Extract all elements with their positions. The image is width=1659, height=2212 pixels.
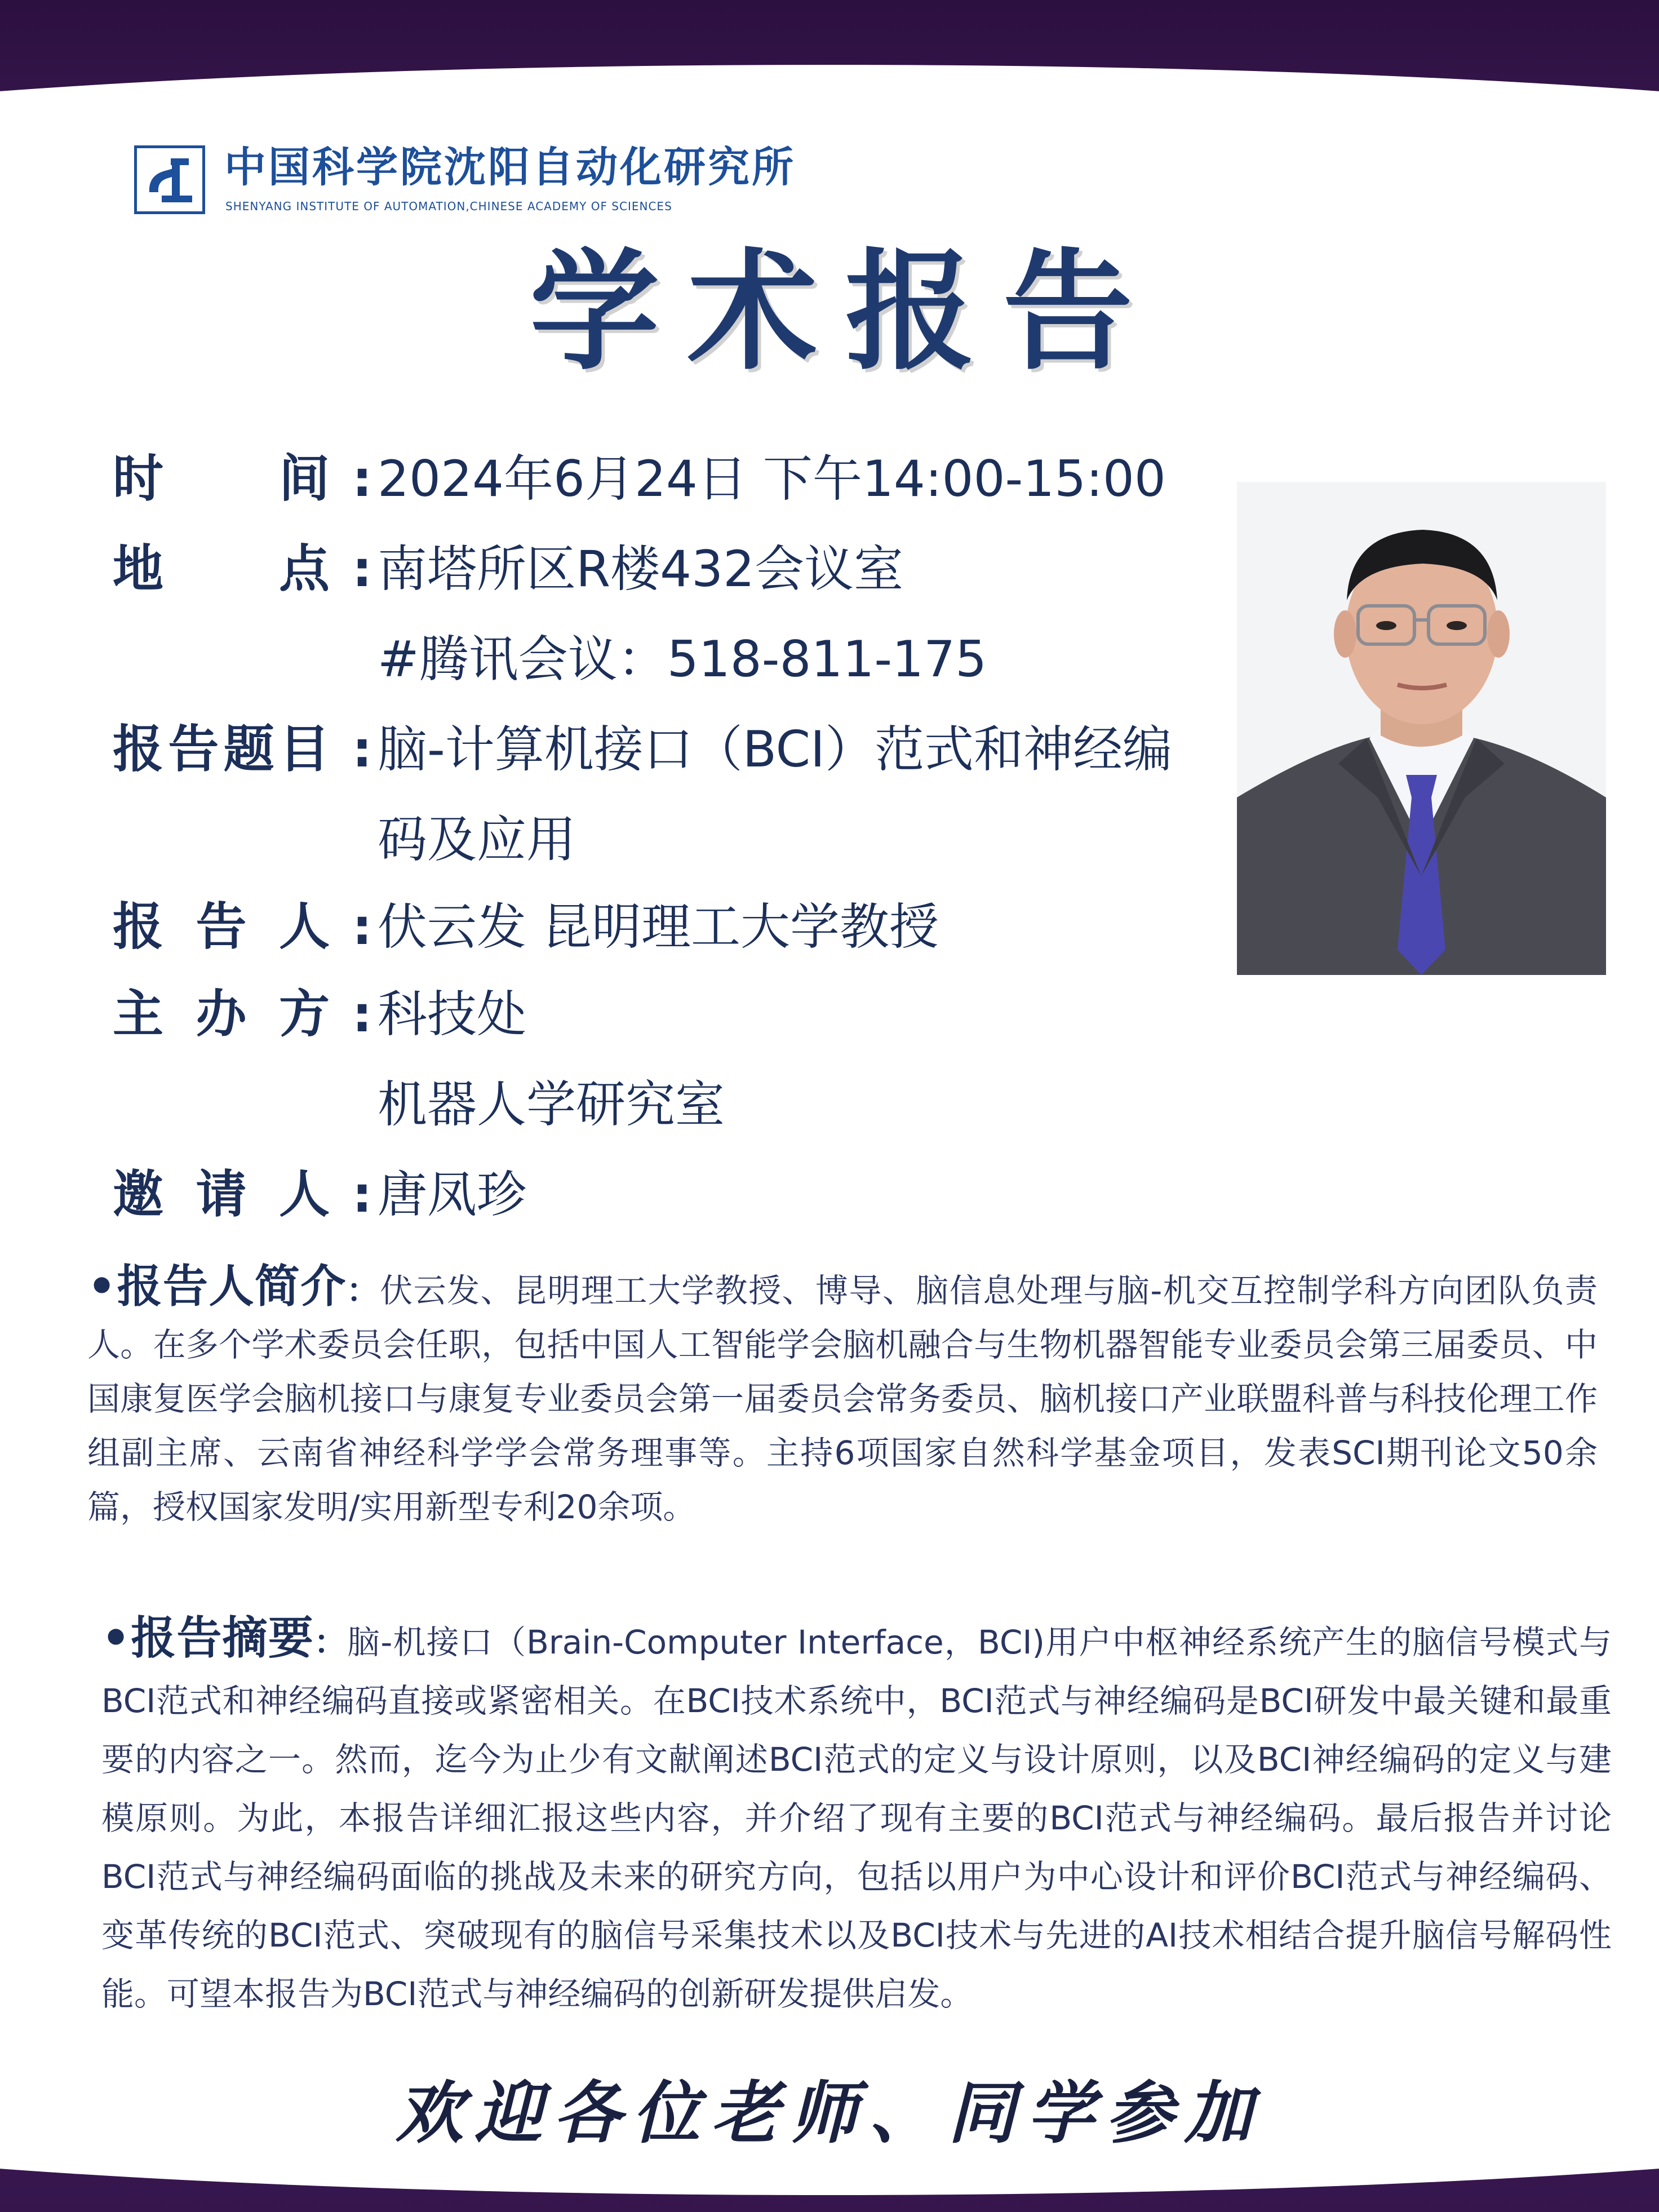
institute-name-cn: 中国科学院沈阳自动化研究所	[224, 143, 796, 192]
place-online-meeting: #腾讯会议：518-811-175	[378, 630, 987, 688]
inviter-colon: :	[352, 1165, 372, 1224]
host-colon: :	[352, 985, 372, 1043]
speaker-label: 报告人	[113, 897, 330, 956]
time-label: 时间	[113, 449, 330, 508]
speaker-bio	[87, 1260, 1598, 1534]
topic-label: 报告题目	[113, 720, 330, 779]
abstract-text: 脑-机接口（Brain-Computer Interface，BCI)用户中枢神经系统产生的脑信号模式与BCI范式和神经编码直接或紧密相关。在BCI技术系统中，BCI范式与神经编码是BCI研发中最关键和最重要的内容之一。然而，迄今为止少有文献阐述BCI范式的定义与设计原则，以及BCI神经编码的定义与建模原则。为此，本报告详细汇报这些内容，并介绍了现有主要的BCI范式与神经编码。最后报告并讨论BCI范式与神经编码面临的挑战及未来的研究方向，包括以用户为中心设计和评价BCI范式与神经编码、变革传统的BCI范式、突破现有的脑信号采集技术以及BCI技术与先进的AI技术相结合提升脑信号解码性能。可望本报告为BCI范式与神经编码的创新研发提供启发。	[101, 1623, 1612, 2013]
inviter-label: 邀请人	[113, 1165, 330, 1224]
place-label: 地点	[113, 539, 330, 599]
bio-text: 伏云发、昆明理工大学教授、博导、脑信息处理与脑-机交互控制学科方向团队负责人。在多个学术委员会任职，包括中国人工智能学会脑机融合与生物机器智能专业委员会第三届委员、中国康复医学会脑机接口与康复专业委员会第一届委员会常务委员、脑机接口产业联盟科普与科技伦理工作组副主席、云南省神经科学学会常务理事等。主持6项国家自然科学基金项目，发表SCI期刊论文50余篇，授权国家发明/实用新型专利20余项。	[87, 1271, 1598, 1526]
topic-line-1: 脑-计算机接口（BCI）范式和神经编	[378, 720, 1172, 778]
host-line-1: 科技处	[378, 985, 527, 1043]
topic-colon: :	[352, 720, 372, 778]
institute-name-en: SHENYANG INSTITUTE OF AUTOMATION,CHINESE ACADEMY OF SCIENCES	[225, 200, 672, 213]
speaker-photo	[1237, 482, 1606, 975]
abstract-heading: •报告摘要	[101, 1612, 314, 1664]
abstract-heading-colon: ：	[314, 1623, 348, 1661]
time-value: 2024年6月24日 下午14:00-15:00	[378, 450, 1166, 508]
bio-heading: •报告人简介	[87, 1260, 347, 1313]
bio-heading-colon: ：	[346, 1271, 380, 1310]
host-line-2: 机器人学研究室	[378, 1075, 725, 1133]
time-colon: :	[352, 450, 372, 508]
topic-line-2: 码及应用	[378, 810, 576, 868]
speaker-value: 伏云发 昆明理工大学教授	[378, 898, 939, 956]
institute-logo-icon	[134, 145, 205, 214]
speaker-colon: :	[352, 898, 372, 956]
report-abstract	[101, 1609, 1612, 2023]
inviter-value: 唐凤珍	[378, 1165, 527, 1224]
page-title: 学术报告	[530, 237, 1161, 388]
place-value: 南塔所区R楼432会议室	[378, 540, 904, 598]
place-colon: :	[352, 540, 372, 598]
host-label: 主办方	[113, 985, 330, 1044]
welcome-message: 欢迎各位老师、同学参加	[396, 2073, 1263, 2153]
